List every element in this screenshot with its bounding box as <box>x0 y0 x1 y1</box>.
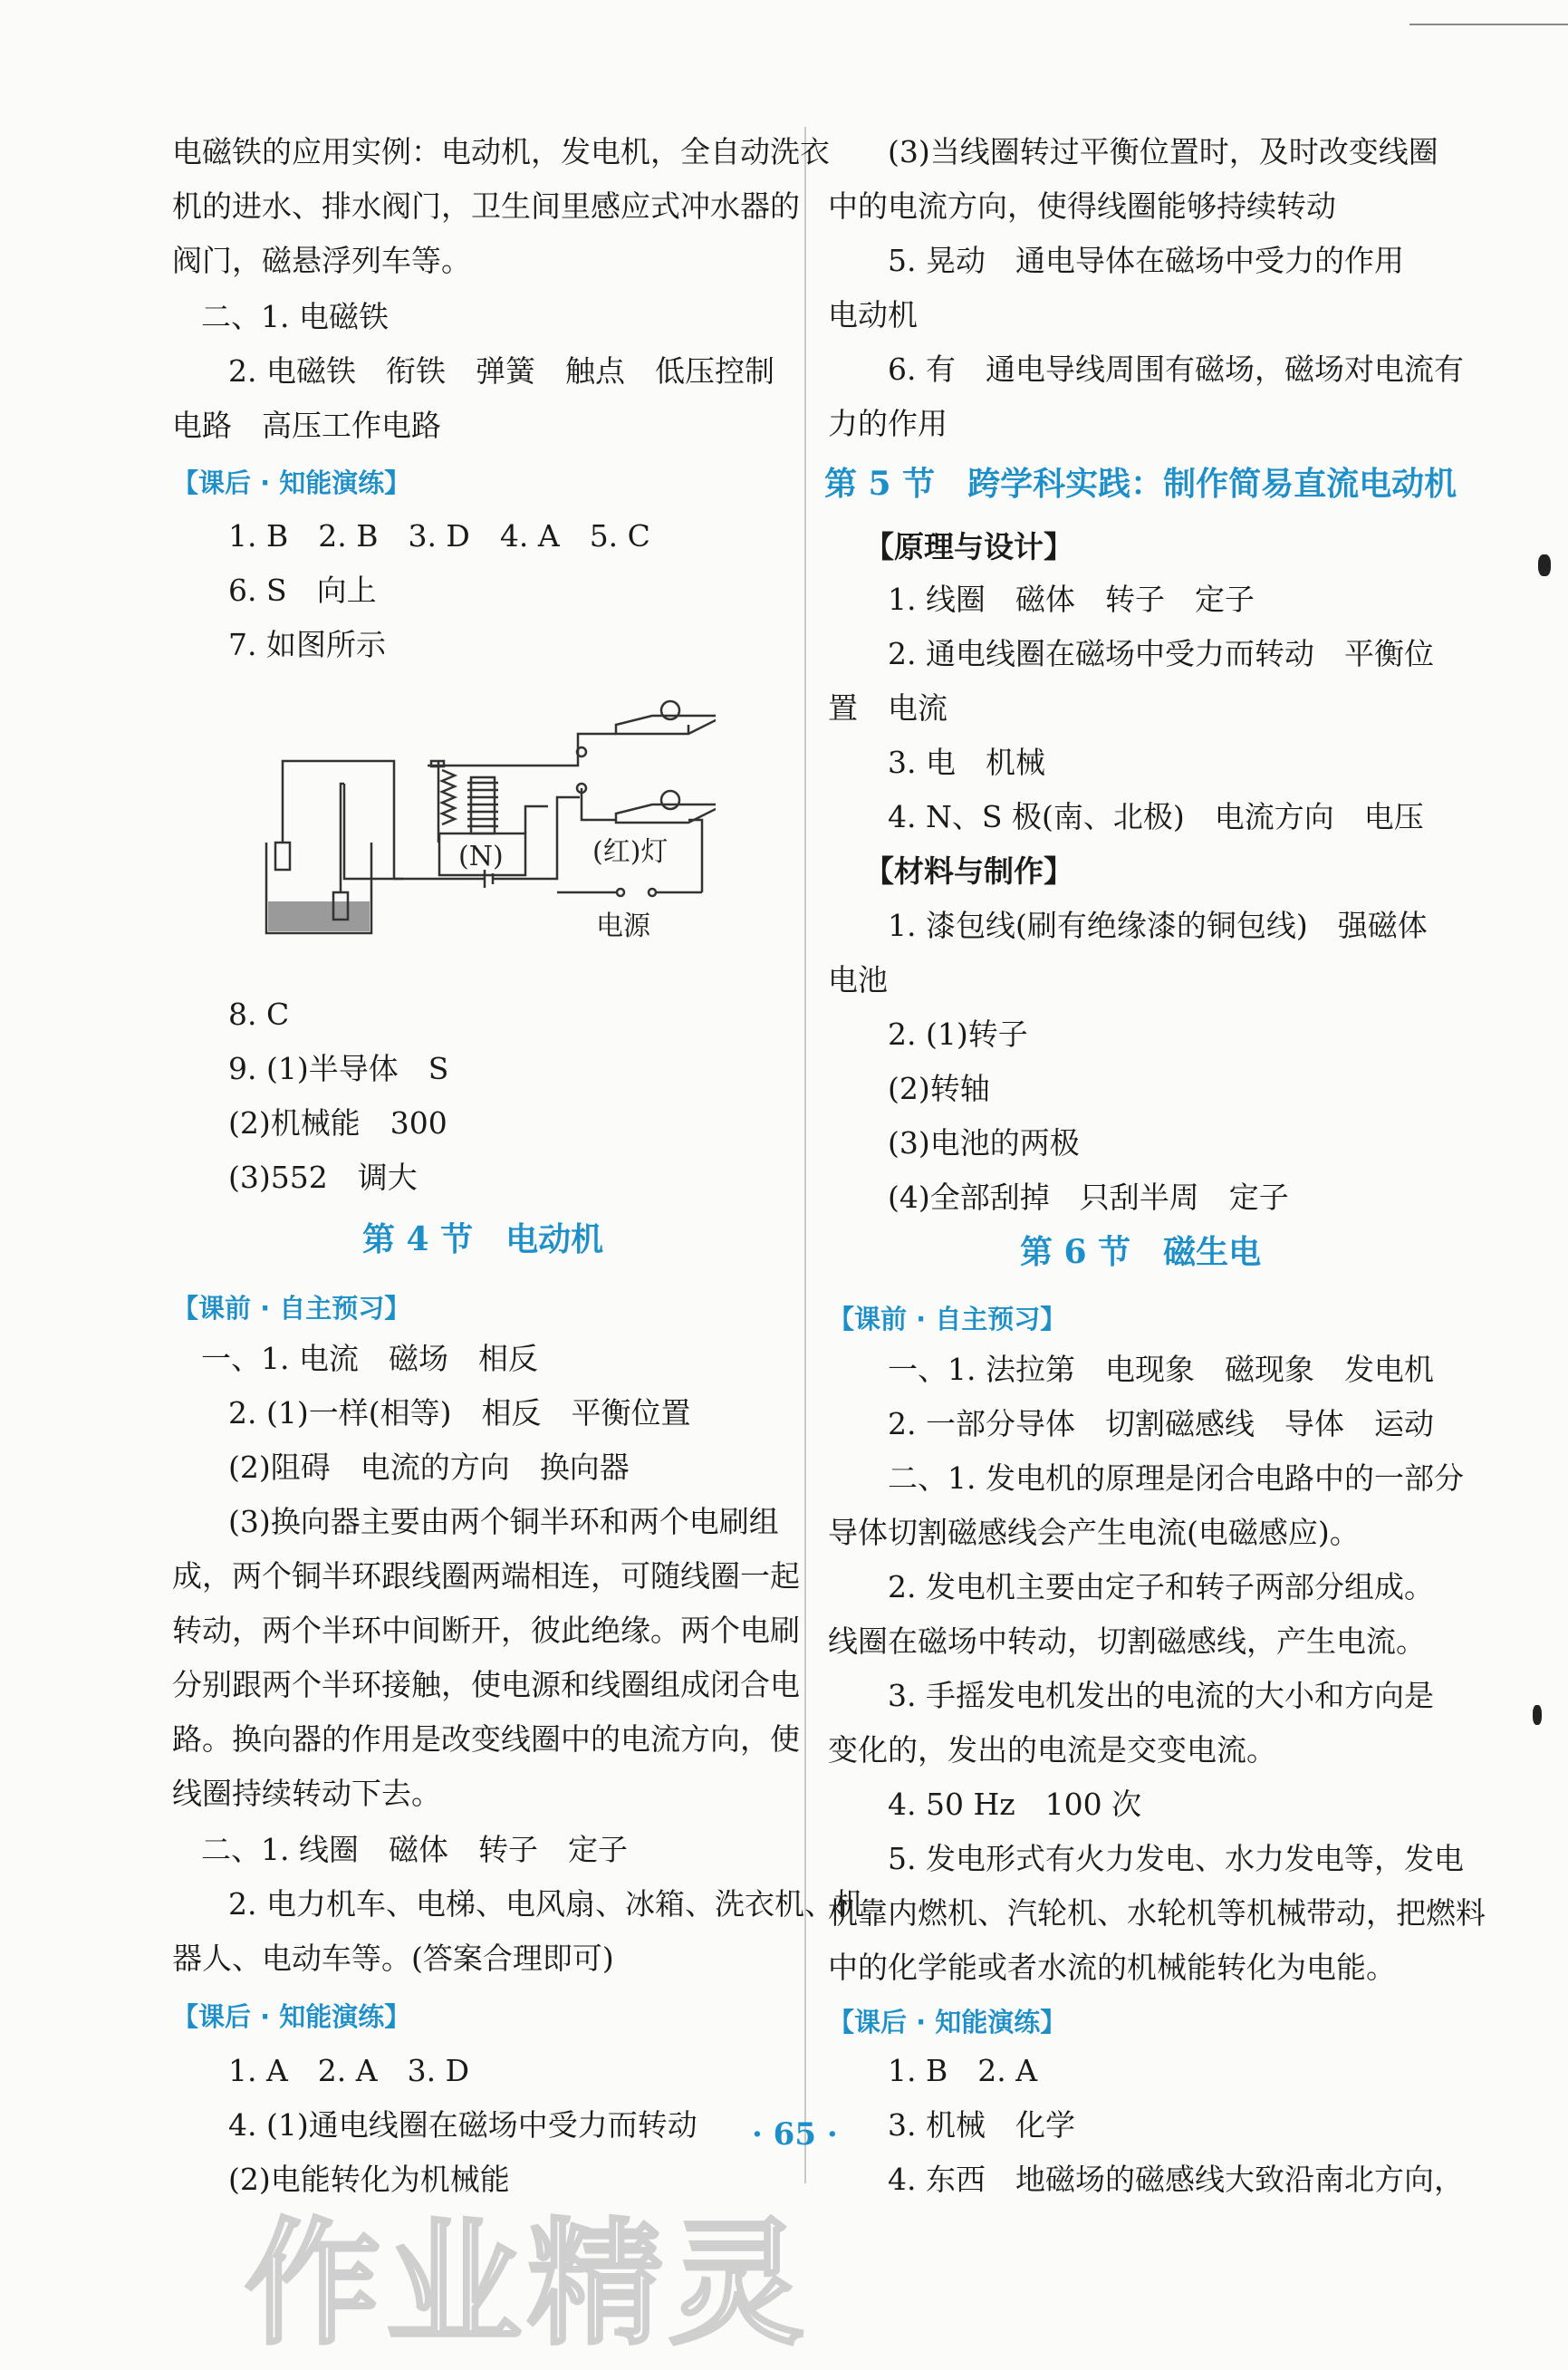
text-line: 线圈持续转动下去。 <box>172 1776 441 1811</box>
text-line: 二、1. 线圈 磁体 转子 定子 <box>201 1832 628 1867</box>
answer-line: 1. A 2. A 3. D <box>228 2053 470 2088</box>
section-header: 【课前 · 自主预习】 <box>828 1304 1067 1334</box>
text-line: 2. 一部分导体 切割磁感线 导体 运动 <box>888 1406 1434 1441</box>
answer-line: (2)电能转化为机械能 <box>228 2162 510 2197</box>
answer-line: 4. 东西 地磁场的磁感线大致沿南北方向， <box>888 2162 1464 2197</box>
scan-mark <box>1533 1705 1542 1725</box>
lamp-label: (红)灯 <box>592 836 669 868</box>
text-line: 电磁铁的应用实例：电动机，发电机，全自动洗衣 <box>172 134 830 169</box>
text-line: 一、1. 电流 磁场 相反 <box>201 1341 538 1376</box>
section-header: 【课后 · 知能演练】 <box>828 2007 1067 2038</box>
text-line: 2. 通电线圈在磁场中受力而转动 平衡位 <box>888 636 1434 671</box>
section-header: 【课后 · 知能演练】 <box>172 467 411 498</box>
text-line: 1. 线圈 磁体 转子 定子 <box>888 582 1255 617</box>
section-header: 【课前 · 自主预习】 <box>172 1293 411 1324</box>
north-pole-label: (N) <box>458 841 504 872</box>
text-line: (2)转轴 <box>888 1071 990 1106</box>
text-line: 器人、电动车等。(答案合理即可) <box>172 1941 614 1976</box>
text-line: (2)阻碍 电流的方向 换向器 <box>228 1450 630 1485</box>
watermark: 作业精灵 <box>245 2206 811 2364</box>
text-line: 中的电流方向，使得线圈能够持续转动 <box>828 188 1336 224</box>
text-line: 变化的，发出的电流是交变电流。 <box>828 1732 1276 1768</box>
page-number: · 65 · <box>752 2116 838 2153</box>
text-line: 置 电流 <box>828 690 948 726</box>
text-line: 路。换向器的作用是改变线圈中的电流方向，使 <box>172 1721 800 1757</box>
text-line: 转动，两个半环中间断开，彼此绝缘。两个电刷 <box>172 1613 800 1648</box>
text-line: 3. 电 机械 <box>888 745 1045 780</box>
text-line: 线圈在磁场中转动，切割磁感线，产生电流。 <box>828 1623 1426 1659</box>
text-line: 4. N、S 极(南、北极) 电流方向 电压 <box>888 799 1424 834</box>
text-line: 机的进水、排水阀门，卫生间里感应式冲水器的 <box>172 188 800 224</box>
answer-line: 3. 机械 化学 <box>888 2107 1075 2143</box>
text-line: 成，两个铜半环跟线圈两端相连，可随线圈一起 <box>172 1558 800 1594</box>
text-line: 2. 发电机主要由定子和转子两部分组成。 <box>888 1569 1434 1604</box>
section-title: 第 5 节 跨学科实践：制作简易直流电动机 <box>824 465 1457 503</box>
section-title: 第 4 节 电动机 <box>362 1220 604 1258</box>
section-title: 第 6 节 磁生电 <box>1020 1233 1262 1271</box>
top-rule <box>1409 24 1568 25</box>
text-line: 机靠内燃机、汽轮机、水轮机等机械带动，把燃料 <box>828 1895 1486 1931</box>
answer-line: 8. C <box>228 997 290 1032</box>
text-line: 3. 手摇发电机发出的电流的大小和方向是 <box>888 1678 1434 1713</box>
text-line: (3)换向器主要由两个铜半环和两个电刷组 <box>228 1504 779 1539</box>
text-line: 二、1. 发电机的原理是闭合电路中的一部分 <box>888 1460 1464 1496</box>
section-header: 【课后 · 知能演练】 <box>172 2001 411 2032</box>
subsection-header: 【材料与制作】 <box>864 853 1073 889</box>
column-divider <box>804 127 806 2183</box>
text-line: 1. 漆包线(刷有绝缘漆的铜包线) 强磁体 <box>888 908 1428 943</box>
text-line: (3)当线圈转过平衡位置时，及时改变线圈 <box>888 134 1438 169</box>
text-line: 2. (1)一样(相等) 相反 平衡位置 <box>228 1395 691 1431</box>
answer-line: 6. S 向上 <box>228 573 377 608</box>
text-line: 电路 高压工作电路 <box>172 408 441 443</box>
relay-circuit-diagram <box>254 698 716 951</box>
text-line: 中的化学能或者水流的机械能转化为电能。 <box>828 1950 1396 1985</box>
answer-line: (3)552 调大 <box>228 1160 418 1195</box>
text-line: 2. 电力机车、电梯、电风扇、冰箱、洗衣机、机 <box>228 1886 864 1922</box>
text-line: 电池 <box>828 962 888 997</box>
text-line: (3)电池的两极 <box>888 1125 1080 1161</box>
text-line: 6. 有 通电导线周围有磁场，磁场对电流有 <box>888 352 1464 387</box>
power-source-label: 电源 <box>596 910 650 942</box>
answer-line: 1. B 2. B 3. D 4. A 5. C <box>228 518 650 554</box>
answer-line: 9. (1)半导体 S <box>228 1051 449 1086</box>
scan-mark <box>1538 554 1551 576</box>
text-line: 5. 晃动 通电导体在磁场中受力的作用 <box>888 243 1404 278</box>
text-line: 2. (1)转子 <box>888 1016 1028 1052</box>
answer-line: 1. B 2. A <box>888 2053 1038 2088</box>
text-line: 5. 发电形式有火力发电、水力发电等，发电 <box>888 1841 1464 1876</box>
text-line: 力的作用 <box>828 406 948 441</box>
text-line: 阀门，磁悬浮列车等。 <box>172 243 471 278</box>
text-line: 电动机 <box>828 297 918 332</box>
text-line: 分别跟两个半环接触，使电源和线圈组成闭合电 <box>172 1667 800 1702</box>
text-line: 导体切割磁感线会产生电流(电磁感应)。 <box>828 1515 1360 1550</box>
text-line: 二、1. 电磁铁 <box>201 299 389 334</box>
subsection-header: 【原理与设计】 <box>864 529 1073 564</box>
text-line: 一、1. 法拉第 电现象 磁现象 发电机 <box>888 1352 1434 1387</box>
text-line: 2. 电磁铁 衔铁 弹簧 触点 低压控制 <box>228 353 774 389</box>
text-line: (4)全部刮掉 只刮半周 定子 <box>888 1180 1289 1215</box>
answer-line: 7. 如图所示 <box>228 627 386 662</box>
text-line: 4. 50 Hz 100 次 <box>888 1787 1142 1822</box>
answer-line: (2)机械能 300 <box>228 1105 447 1141</box>
answer-line: 4. (1)通电线圈在磁场中受力而转动 <box>228 2107 697 2143</box>
